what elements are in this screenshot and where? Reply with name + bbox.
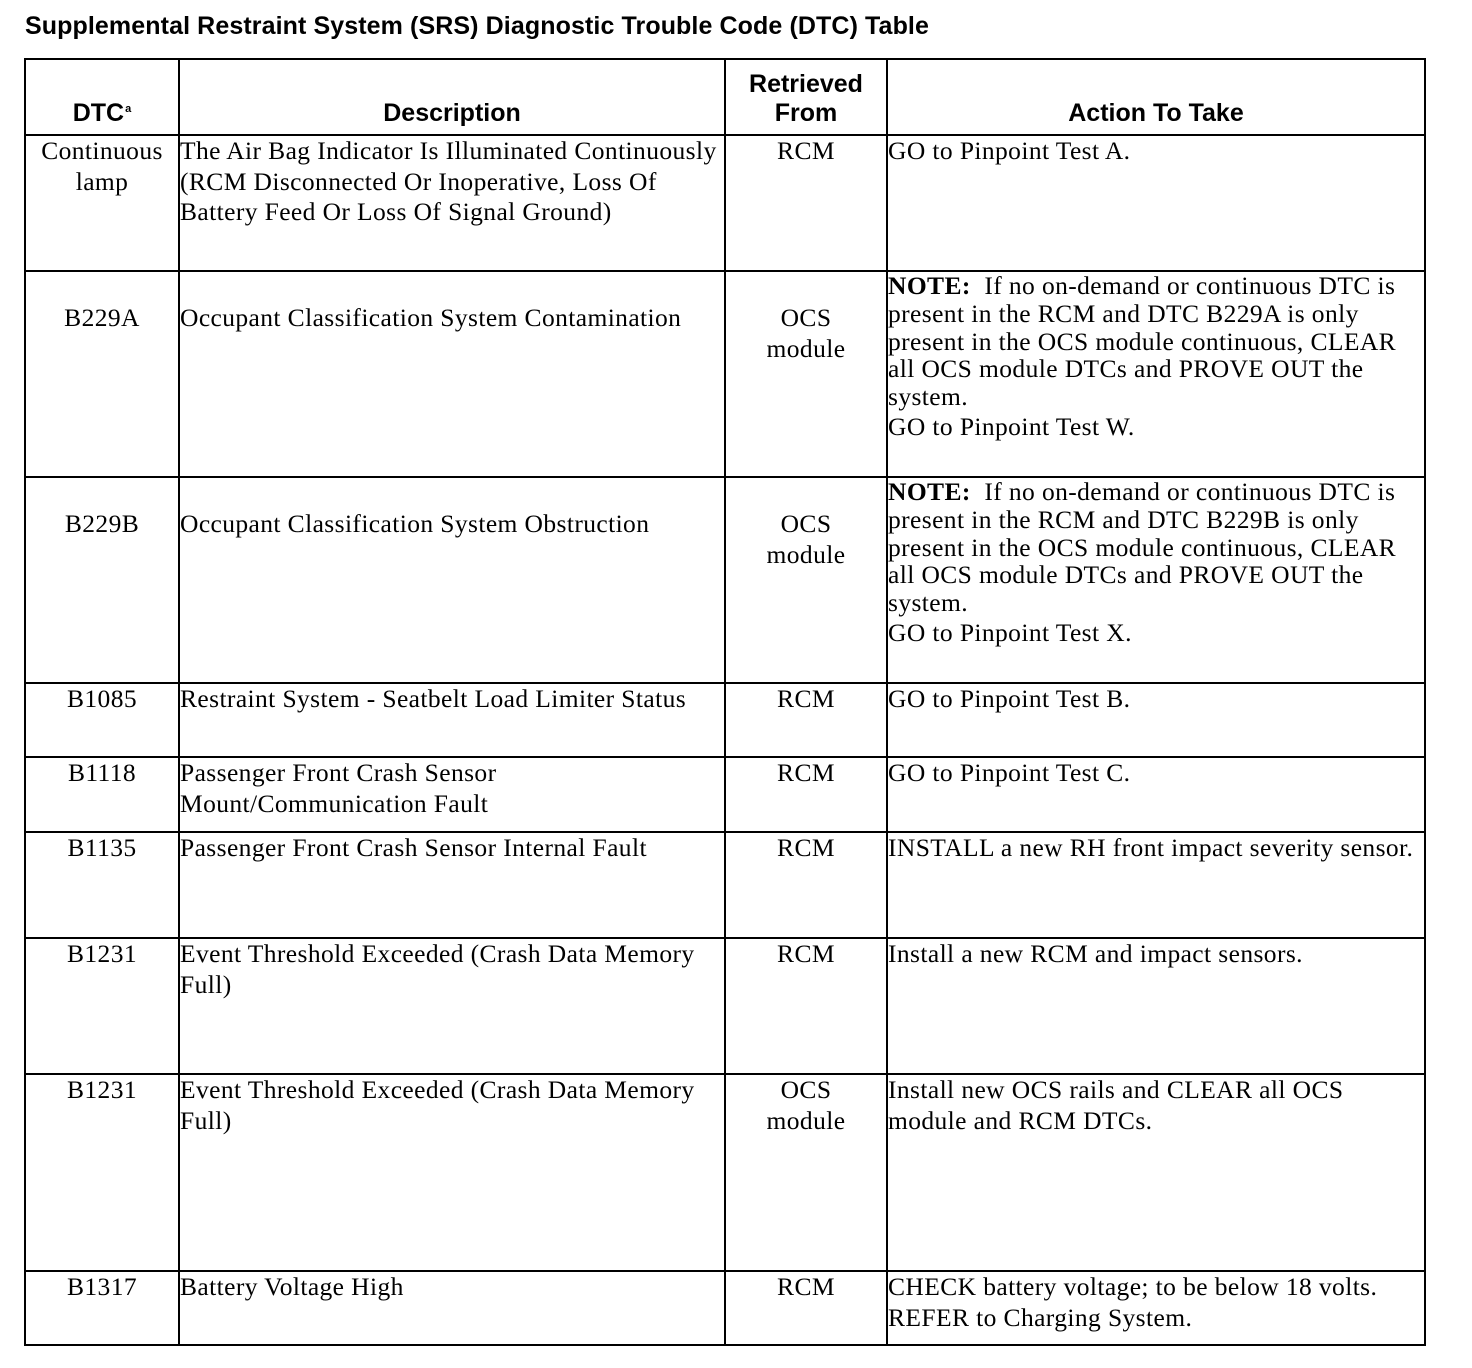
action-cell (887, 271, 1425, 477)
dtc-code-line2: lamp (75, 166, 129, 196)
table-row (25, 1074, 1425, 1271)
table-row (25, 135, 1425, 271)
table-row (25, 832, 1425, 938)
action-cell: GO to Pinpoint Test C. (887, 757, 1425, 832)
table-row (25, 271, 1425, 477)
description-cell: Battery Voltage High (179, 1271, 725, 1345)
header-row (25, 59, 1425, 135)
action-cell: Install new OCS rails and CLEAR all OCS module and RCM DTCs. (887, 1074, 1425, 1271)
action-cell: CHECK battery voltage; to be below 18 volts. REFER to Charging System. (887, 1271, 1425, 1345)
page-title: Supplemental Restraint System (SRS) Diagnostic Trouble Code (DTC) Table (25, 12, 929, 40)
header-retrieved-line1: Retrieved (749, 70, 863, 98)
dtc-code: B1231 (66, 1075, 137, 1104)
dtc-code: B1317 (66, 1272, 137, 1301)
table-row (25, 757, 1425, 832)
header-description: Description (179, 59, 725, 135)
retrieved-from-cell (725, 1271, 887, 1345)
retrieved-from: OCS (780, 509, 832, 538)
note-text: If no on-demand or continuous DTC is present in the RCM and DTC B229A is only present in the OCS module continuous, CLEAR all OCS module DTCs and PROVE OUT the system. (888, 271, 1397, 412)
header-dtc-label: DTC (72, 99, 125, 127)
retrieved-from: RCM (777, 1272, 835, 1301)
description-cell: Passenger Front Crash Sensor Internal Fault (179, 832, 725, 938)
retrieved-from-line2: module (766, 1105, 846, 1135)
dtc-code: B229A (64, 303, 140, 332)
retrieved-from-cell (725, 832, 887, 938)
dtc-code: B1231 (66, 939, 137, 968)
retrieved-from: OCS (780, 303, 832, 332)
dtc-code: B229B (64, 509, 140, 538)
retrieved-from-line2: module (766, 539, 846, 569)
retrieved-from-cell (725, 135, 887, 271)
retrieved-from: RCM (777, 136, 835, 165)
retrieved-from: RCM (777, 758, 835, 787)
header-retrieved-from (725, 59, 887, 135)
retrieved-from: RCM (777, 833, 835, 862)
table-row (25, 477, 1425, 683)
dtc-cell (25, 477, 179, 683)
dtc-code: B1118 (67, 758, 137, 787)
description-cell: Restraint System - Seatbelt Load Limiter Status (179, 683, 725, 757)
description-cell: Event Threshold Exceeded (Crash Data Memory Full) (179, 938, 725, 1074)
note-label: NOTE: (888, 477, 971, 506)
dtc-cell (25, 757, 179, 832)
header-action: Action To Take (887, 59, 1425, 135)
table-row (25, 938, 1425, 1074)
action-cell: GO to Pinpoint Test A. (887, 135, 1425, 271)
dtc-cell (25, 832, 179, 938)
note-label: NOTE: (888, 271, 971, 300)
retrieved-from: RCM (777, 684, 835, 713)
header-dtc-footnote: a (125, 103, 132, 115)
note-text: If no on-demand or continuous DTC is present in the RCM and DTC B229B is only present in the OCS module continuous, CLEAR all OCS module DTCs and PROVE OUT the system. (888, 477, 1397, 618)
description-cell: Occupant Classification System Contamination (179, 271, 725, 477)
dtc-table (24, 58, 1426, 1346)
dtc-cell (25, 1074, 179, 1271)
description-cell: Passenger Front Crash Sensor Mount/Communication Fault (179, 757, 725, 832)
dtc-cell (25, 683, 179, 757)
retrieved-from-cell (725, 938, 887, 1074)
description-cell: Occupant Classification System Obstruction (179, 477, 725, 683)
action-cell: INSTALL a new RH front impact severity sensor. (887, 832, 1425, 938)
description-cell: The Air Bag Indicator Is Illuminated Continuously (RCM Disconnected Or Inoperative, Loss Of Battery Feed Or Loss Of Signal Ground) (179, 135, 725, 271)
dtc-cell (25, 271, 179, 477)
action-cell (887, 477, 1425, 683)
header-retrieved-line2: From (774, 99, 838, 127)
dtc-cell (25, 1271, 179, 1345)
retrieved-from: RCM (777, 939, 835, 968)
action-text: GO to Pinpoint Test W. (888, 411, 1135, 441)
table-row (25, 1271, 1425, 1345)
retrieved-from-cell (725, 271, 887, 477)
action-cell: Install a new RCM and impact sensors. (887, 938, 1425, 1074)
dtc-cell (25, 135, 179, 271)
table-row (25, 683, 1425, 757)
retrieved-from-cell (725, 683, 887, 757)
action-cell: GO to Pinpoint Test B. (887, 683, 1425, 757)
dtc-code: B1085 (66, 684, 137, 713)
dtc-cell (25, 938, 179, 1074)
description-cell: Event Threshold Exceeded (Crash Data Memory Full) (179, 1074, 725, 1271)
dtc-code: B1135 (67, 833, 137, 862)
action-text: GO to Pinpoint Test X. (888, 617, 1132, 647)
retrieved-from-cell (725, 757, 887, 832)
retrieved-from-cell (725, 477, 887, 683)
header-dtc (25, 59, 179, 135)
retrieved-from: OCS (780, 1075, 832, 1104)
retrieved-from-cell (725, 1074, 887, 1271)
retrieved-from-line2: module (766, 333, 846, 363)
dtc-code: Continuous (41, 136, 163, 165)
